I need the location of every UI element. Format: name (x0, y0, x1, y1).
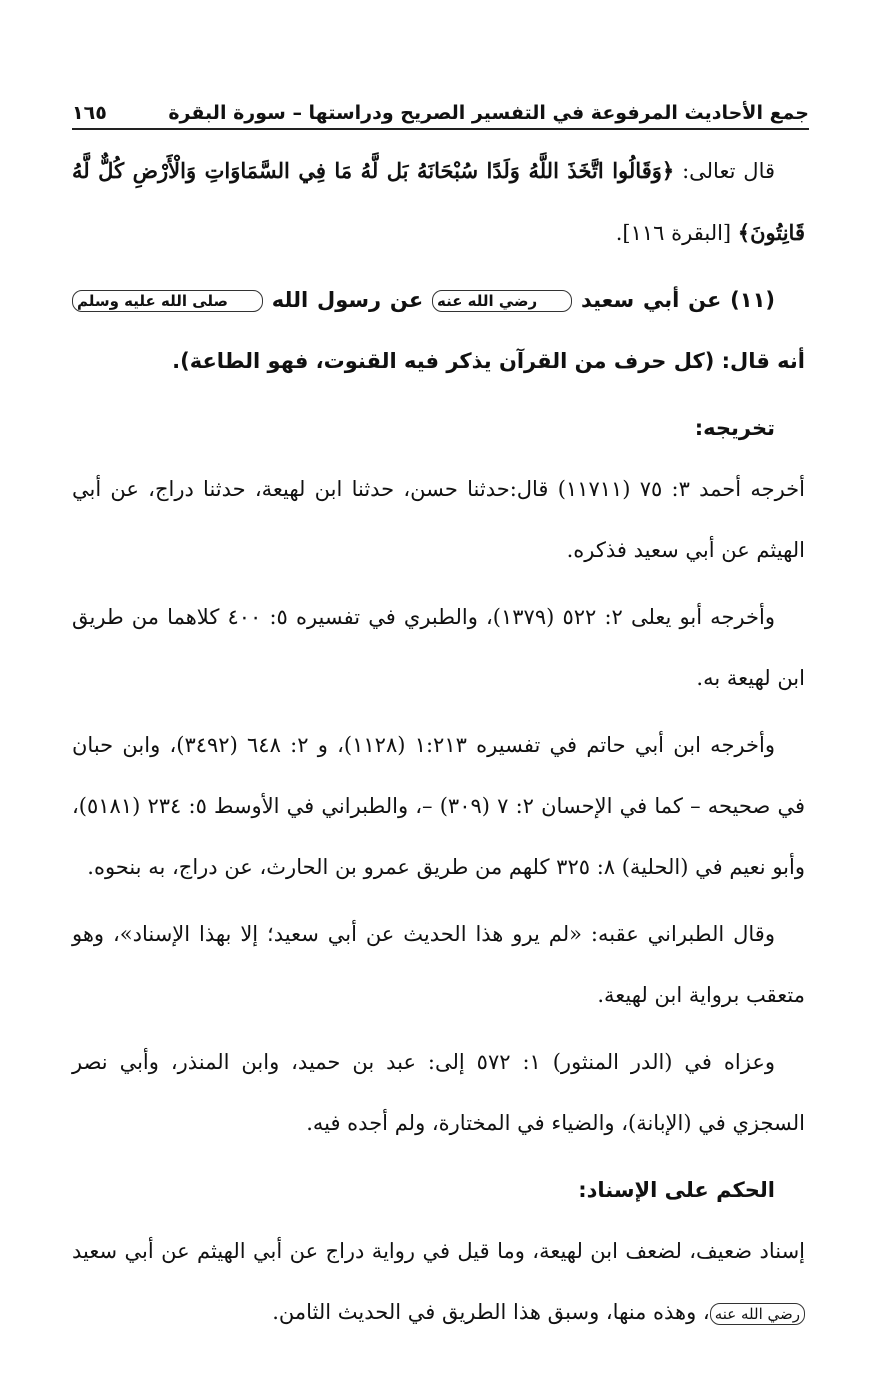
hukm-part-1: إسناد ضعيف، لضعف ابن لهيعة، وما قيل في رواية دراج عن أبي الهيثم عن أبي سعيد (72, 1239, 805, 1263)
hukm-paragraph (72, 1221, 805, 1343)
hukm-part-2: ، وهذه منها، وسبق هذا الطريق في الحديث الثامن. (272, 1300, 710, 1324)
takhrij-heading: تخريجه: (694, 416, 775, 440)
quran-verse: ﴿وَقَالُوا اتَّخَذَ اللَّهُ وَلَدًا سُبْحَانَهُ بَل لَّهُ مَا فِي السَّمَاوَاتِ وَالْأَرْضِ كُلٌّ لَّهُ قَانِتُونَ﴾ (72, 158, 805, 245)
verse-intro: قال تعالى: (674, 159, 776, 183)
takhrij-paragraph: وأخرجه أبو يعلى ٢: ٥٢٢ (١٣٧٩)، والطبري في تفسيره ٥: ٤٠٠ كلاهما من طريق ابن لهيعة به. (72, 605, 805, 690)
page-number: ١٦٥ (72, 102, 107, 124)
honorific-glyph: رضي الله عنه (710, 1303, 805, 1325)
honorific-glyph: رضي الله عنه (432, 290, 572, 312)
verse-paragraph (72, 140, 805, 264)
takhrij-paragraph: وقال الطبراني عقبه: «لم يرو هذا الحديث عن أبي سعيد؛ إلا بهذا الإسناد»، وهو متعقب برواية ابن لهيعة. (72, 922, 805, 1007)
hadith-text (72, 270, 805, 392)
verse-reference: [البقرة ١١٦]. (615, 221, 738, 245)
takhrij-paragraph: وأخرجه ابن أبي حاتم في تفسيره ١:٢١٣ (١١٢٨)، و ٢: ٦٤٨ (٣٤٩٢)، وابن حبان في صحيحه – كما في الإحسان ٢: ٧ (٣٠٩) –، والطبراني في الأوسط ٥: ٢٣٤ (٥١٨١)، وأبو نعيم في (الحلية) ٨: ٣٢٥ كلهم من طريق عمرو بن الحارث، عن دراج، به بنحوه. (72, 733, 805, 879)
honorific-glyph: صلى الله عليه وسلم (72, 290, 263, 312)
hadith-part-2: عن رسول الله (263, 288, 432, 312)
hukm-heading: الحكم على الإسناد: (578, 1178, 775, 1202)
hadith-part-3: أنه قال: (كل حرف من القرآن يذكر فيه القنوت، فهو الطاعة). (172, 349, 805, 373)
header-title: جمع الأحاديث المرفوعة في التفسير الصريح ودراستها – سورة البقرة (168, 102, 809, 124)
takhrij-paragraph: وعزاه في (الدر المنثور) ١: ٥٧٢ إلى: عبد بن حميد، وابن المنذر، وأبي نصر السجزي في (الإبانة)، والضياء في المختارة، ولم أجده فيه. (72, 1050, 805, 1135)
takhrij-paragraph: أخرجه أحمد ٣: ٧٥ (١١٧١١) قال:حدثنا حسن، حدثنا ابن لهيعة، حدثنا دراج، عن أبي الهيثم عن أبي سعيد فذكره. (72, 477, 805, 562)
running-header (72, 96, 809, 130)
hadith-part-1: (١١) عن أبي سعيد (572, 288, 775, 312)
page-body (72, 140, 805, 1349)
